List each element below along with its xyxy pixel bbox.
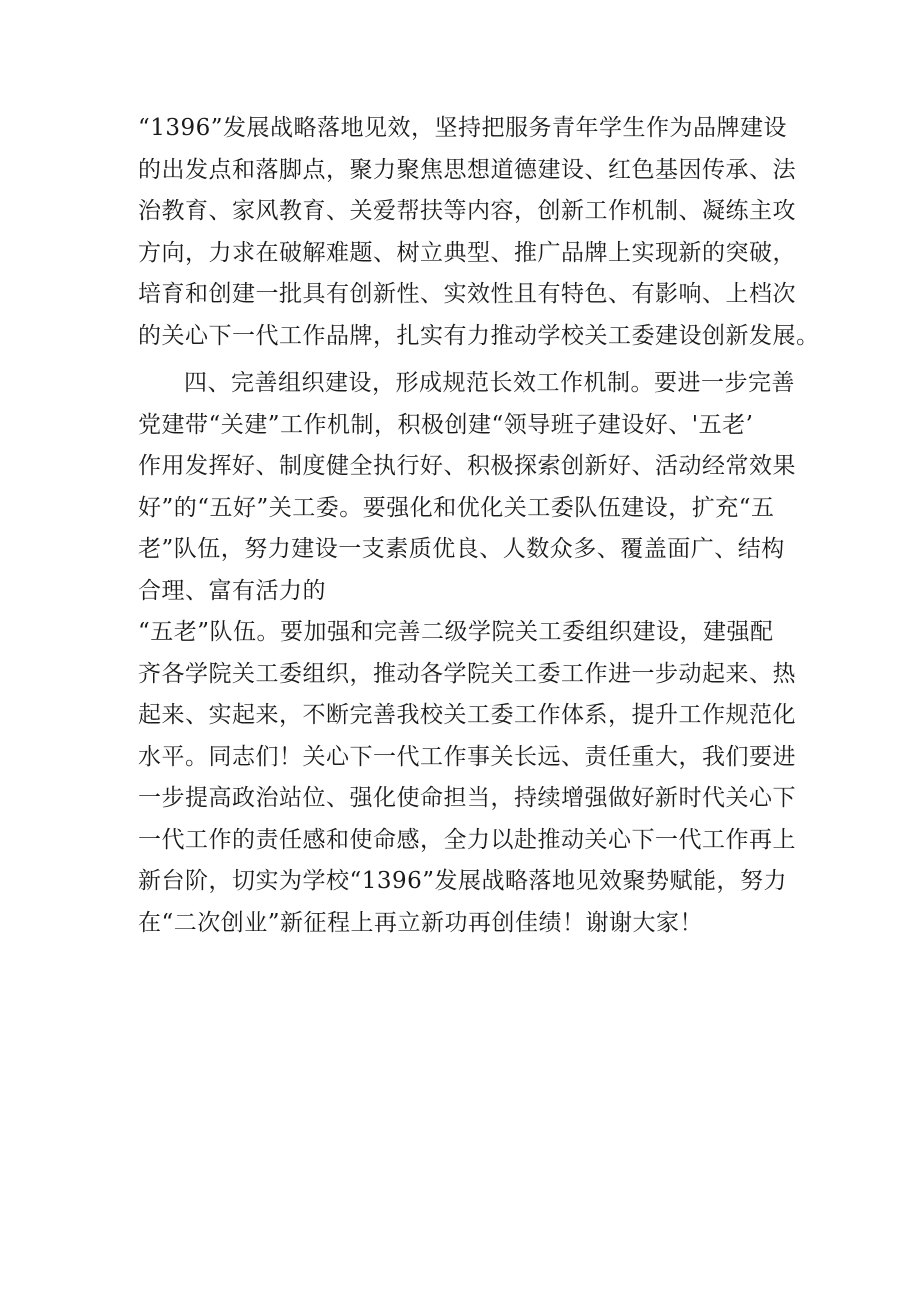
text-line: 作用发挥好、制度健全执行好、积极探索创新好、活动经常效果: [138, 453, 796, 479]
text-line: 一代工作的责任感和使命感，全力以赴推动关心下一代工作再上: [138, 826, 796, 853]
text-line: 合理、富有活力的: [138, 577, 326, 604]
text-line: 新台阶，切实为学校“1396”发展战略落地见效聚势赋能，努力: [138, 868, 788, 894]
text-line: 的出发点和落脚点，聚力聚焦思想道德建设、红色基因传承、法: [138, 156, 796, 183]
paragraph-section-four: [138, 363, 798, 944]
text-line: 齐各学院关工委组织，推动各学院关工委工作进一步动起来、热: [138, 660, 796, 687]
text-line: 水平。同志们！关心下一代工作事关长远、责任重大，我们要进: [138, 743, 796, 770]
text-line-indented: 四、完善组织建设，形成规范长效工作机制。要进一步完善: [184, 370, 795, 396]
document-body: [138, 108, 820, 944]
text-line: 方向，力求在破解难题、树立典型、推广品牌上实现新的突破，: [138, 239, 796, 266]
text-line: 治教育、家风教育、关爱帮扶等内容，创新工作机制、凝练主攻: [138, 198, 796, 224]
text-line: 好”的“五好”关工委。要强化和优化关工委队伍建设，扩充“五: [138, 494, 775, 521]
text-line: 党建带“关建”工作机制，积极创建“领导班子建设好、'五老’: [138, 411, 754, 438]
text-line: 一步提高政治站位、强化使命担当，持续增强做好新时代关心下: [138, 785, 796, 811]
paragraph-continuation: [138, 108, 820, 357]
text-line: 在“二次创业”新征程上再立新功再创佳绩！谢谢大家！: [138, 909, 704, 936]
text-line: 培育和创建一批具有创新性、实效性且有特色、有影响、上档次: [138, 281, 796, 307]
text-line: 老”队伍，努力建设一支素质优良、人数众多、覆盖面广、结构: [138, 536, 785, 562]
text-line: 的关心下一代工作品牌，扎实有力推动学校关工委建设创新发展。: [138, 322, 820, 349]
text-line: “五老”队伍。要加强和完善二级学院关工委组织建设，建强配: [138, 619, 774, 645]
text-line: “1396”发展战略落地见效，坚持把服务青年学生作为品牌建设: [138, 115, 788, 141]
text-line: 起来、实起来，不断完善我校关工委工作体系，提升工作规范化: [138, 702, 796, 728]
